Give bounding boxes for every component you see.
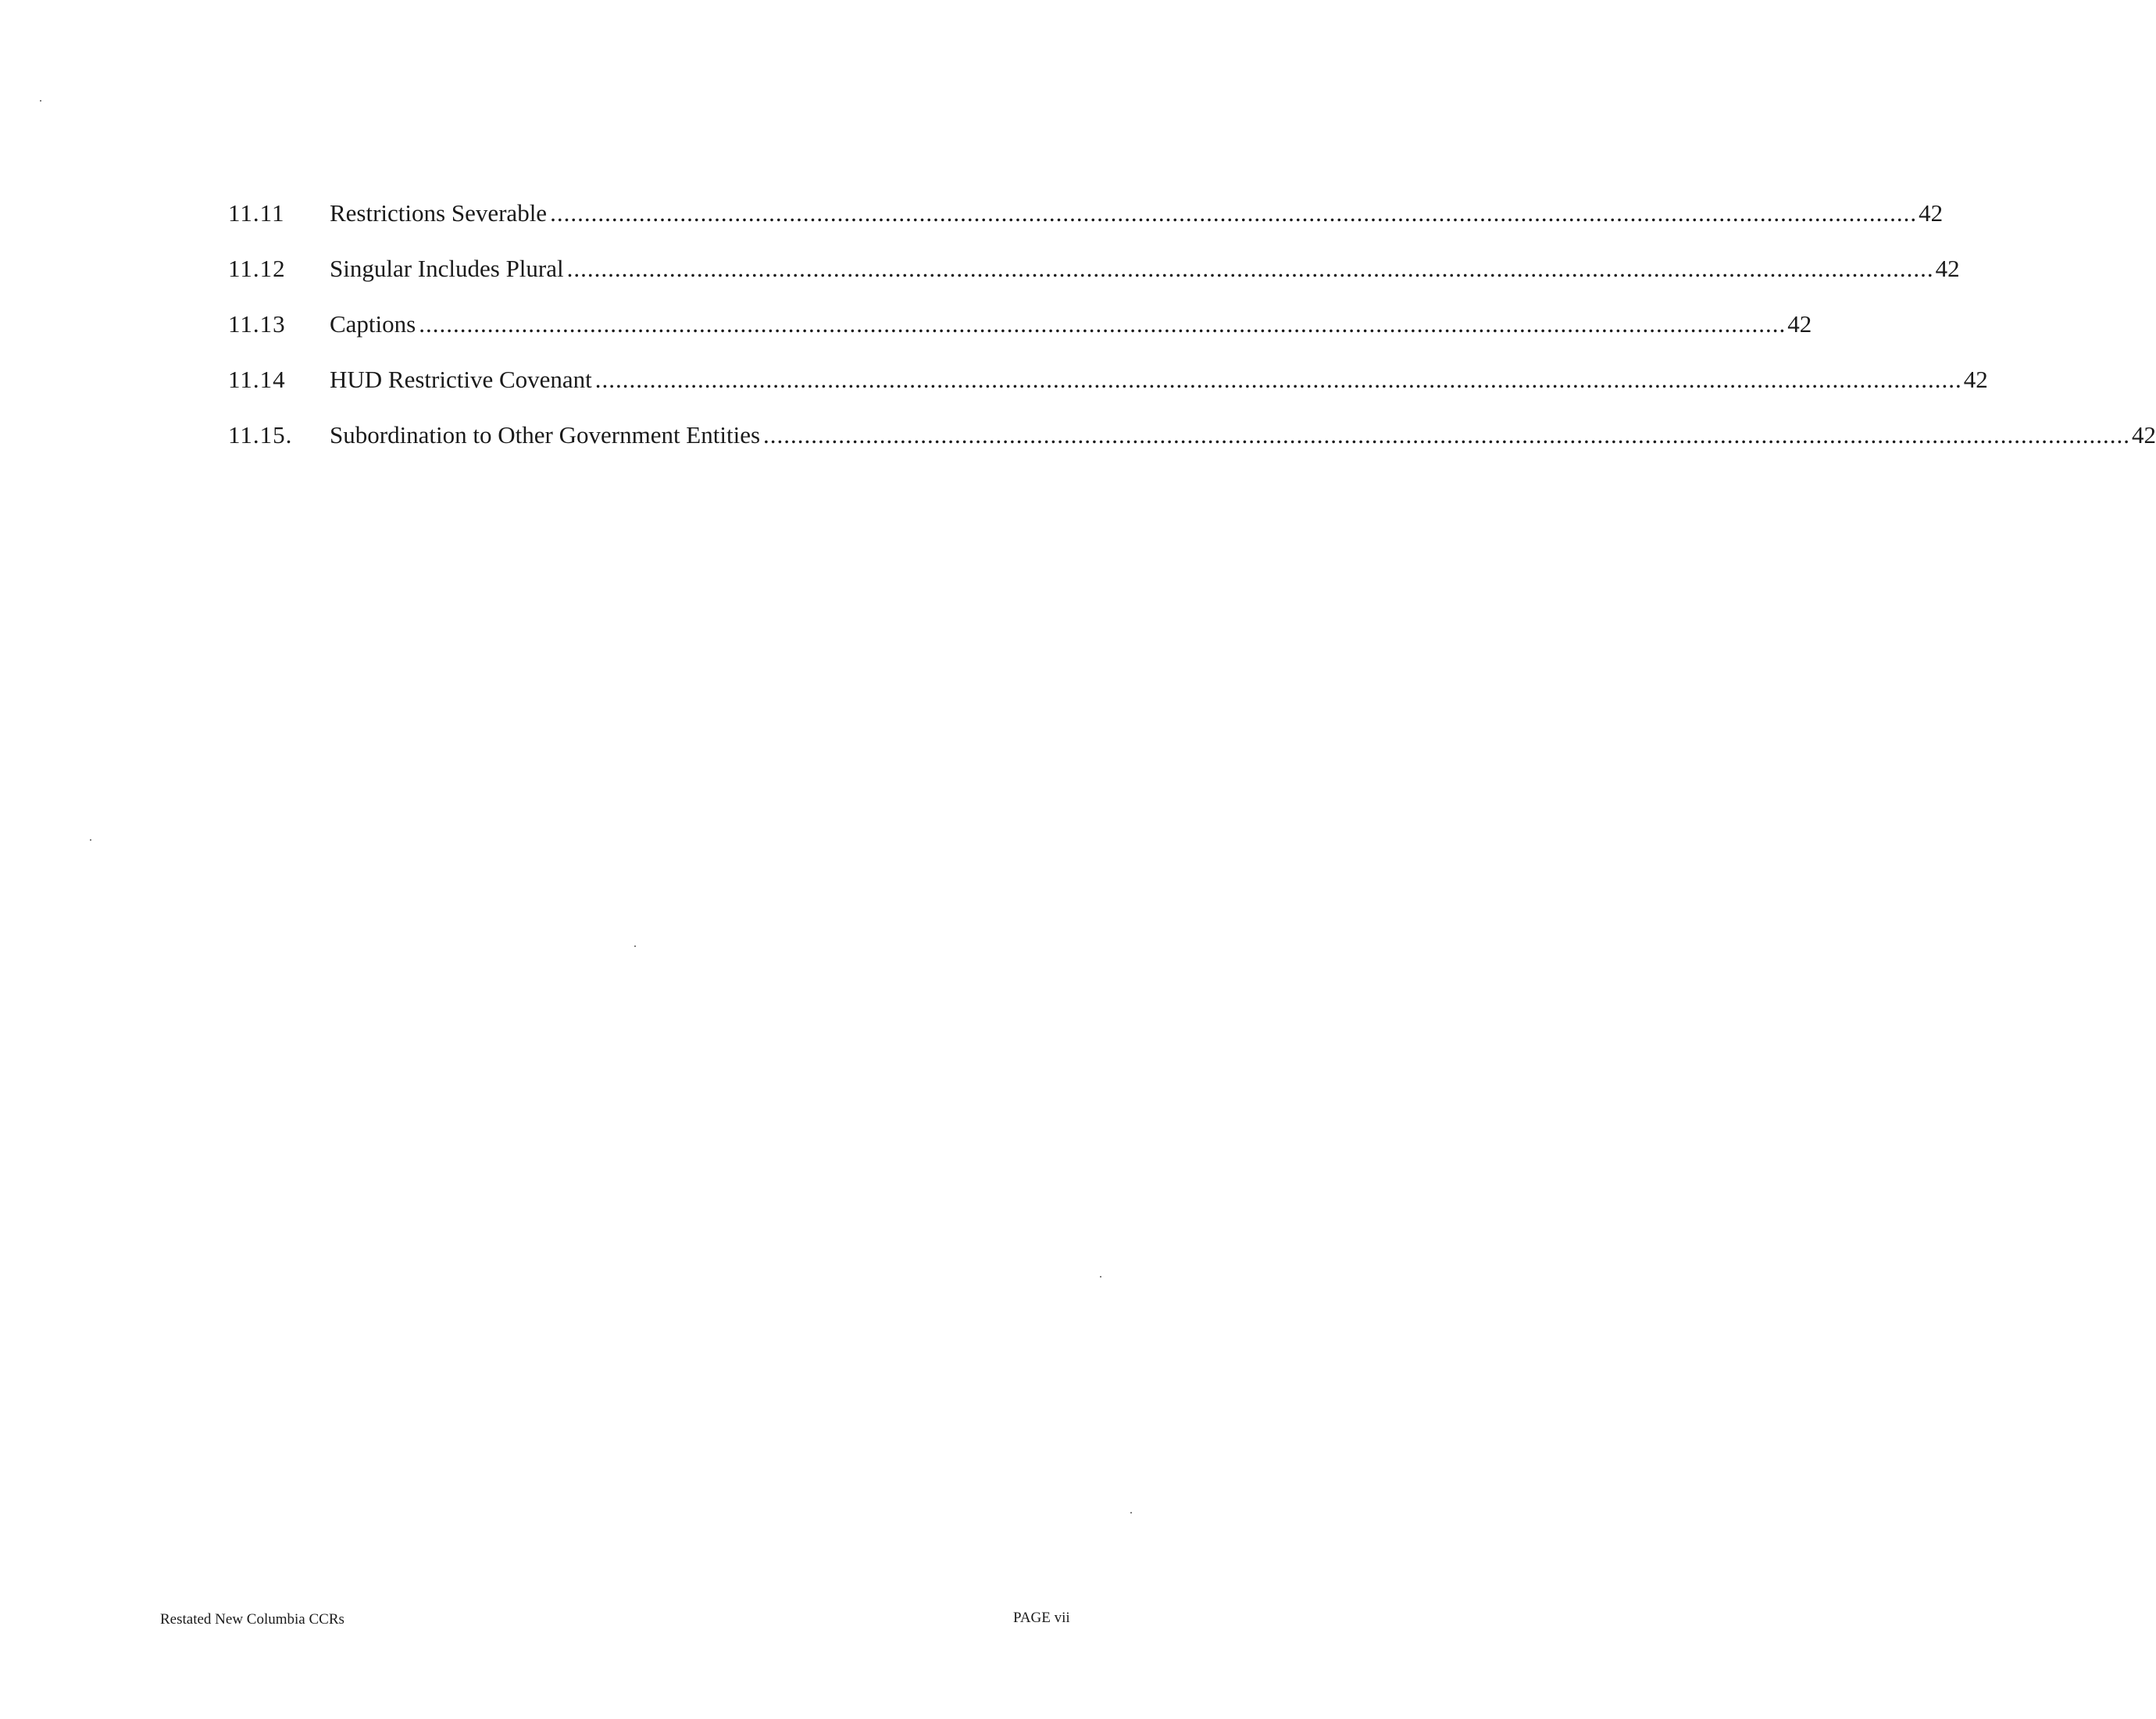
- toc-entry-number: 11.14: [228, 366, 286, 393]
- scan-speck: [90, 839, 91, 841]
- dot-leader: ........................................................................................................................................................................................................: [550, 199, 1918, 227]
- toc-entry: [228, 310, 1812, 366]
- toc-entry-line: [330, 310, 1812, 338]
- toc-entry-title: Restrictions Severable: [330, 199, 548, 227]
- scan-speck: [1100, 1276, 1101, 1278]
- toc-entry: [228, 255, 1960, 310]
- toc-entry-number: 11.13: [228, 310, 286, 338]
- toc-entry-line: [330, 366, 1988, 394]
- table-of-contents: [228, 199, 2156, 477]
- dot-leader: ........................................................................................................................................................................................................: [566, 255, 1934, 282]
- toc-entry-page: 42: [1963, 366, 1988, 393]
- toc-entry-title: Captions: [330, 310, 416, 338]
- footer-document-title: Restated New Columbia CCRs: [160, 1611, 344, 1628]
- toc-entry-page: 42: [1935, 255, 1960, 282]
- toc-entry-line: [330, 255, 1960, 283]
- toc-entry-page: 42: [1787, 310, 1812, 338]
- scan-speck: [40, 100, 41, 102]
- toc-entry-page: 42: [2132, 421, 2156, 449]
- toc-entry: [228, 421, 2156, 477]
- toc-entry-page: 42: [1919, 199, 1944, 227]
- toc-entry-line: [330, 421, 2156, 449]
- toc-entry-number: 11.11: [228, 199, 285, 227]
- toc-entry-line: [330, 199, 1944, 227]
- dot-leader: ........................................................................................................................................................................................................: [419, 310, 1787, 338]
- scan-speck: [634, 945, 636, 947]
- toc-entry: [228, 199, 1944, 255]
- toc-entry-number: 11.12: [228, 255, 286, 282]
- toc-entry-title: HUD Restrictive Covenant: [330, 366, 592, 393]
- dot-leader: ........................................................................................................................................................................................................: [763, 421, 2131, 449]
- toc-entry-title: Subordination to Other Government Entities: [330, 421, 761, 449]
- toc-entry-title: Singular Includes Plural: [330, 255, 564, 282]
- toc-entry: [228, 366, 1988, 421]
- scan-speck: [1130, 1512, 1132, 1514]
- toc-entry-number: 11.15.: [228, 421, 293, 449]
- footer-page-number: PAGE vii: [1013, 1610, 1070, 1626]
- dot-leader: ........................................................................................................................................................................................................: [594, 366, 1962, 393]
